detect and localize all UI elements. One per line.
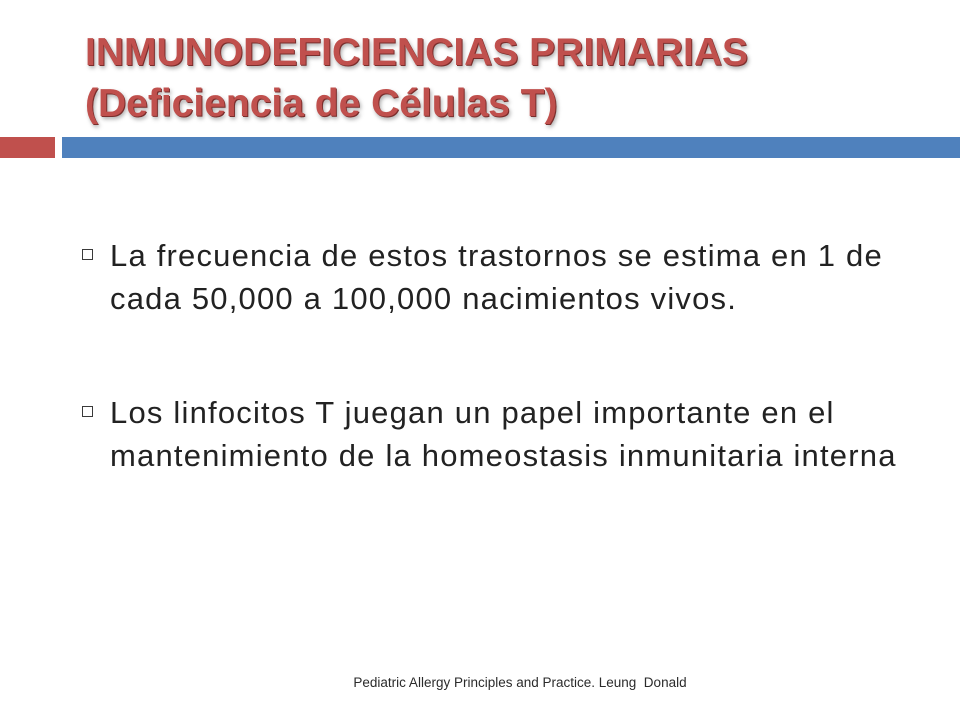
bullet-1-line-1: La frecuencia de estos trastornos se estima en 1 de <box>110 238 883 273</box>
slide-title-line-1: INMUNODEFICIENCIAS PRIMARIAS <box>85 31 749 74</box>
bullet-text-2 <box>110 391 897 477</box>
accent-bar-blue <box>62 137 960 158</box>
slide-title-line-2: (Deficiencia de Células T) <box>85 82 558 125</box>
bullet-2-line-1: Los linfocitos T juegan un papel importante en el <box>110 395 835 430</box>
hollow-square-bullet-icon <box>82 406 93 417</box>
hollow-square-bullet-icon <box>82 249 93 260</box>
accent-bar-red <box>0 137 55 158</box>
bullet-text-1 <box>110 234 883 320</box>
slide-footer: Pediatric Allergy Principles and Practice. Leung Donald <box>353 675 687 690</box>
bullet-2-line-2: mantenimiento de la homeostasis inmunitaria interna <box>110 438 897 473</box>
bullet-1-line-2: cada 50,000 a 100,000 nacimientos vivos. <box>110 281 738 316</box>
slide-title <box>85 27 748 129</box>
